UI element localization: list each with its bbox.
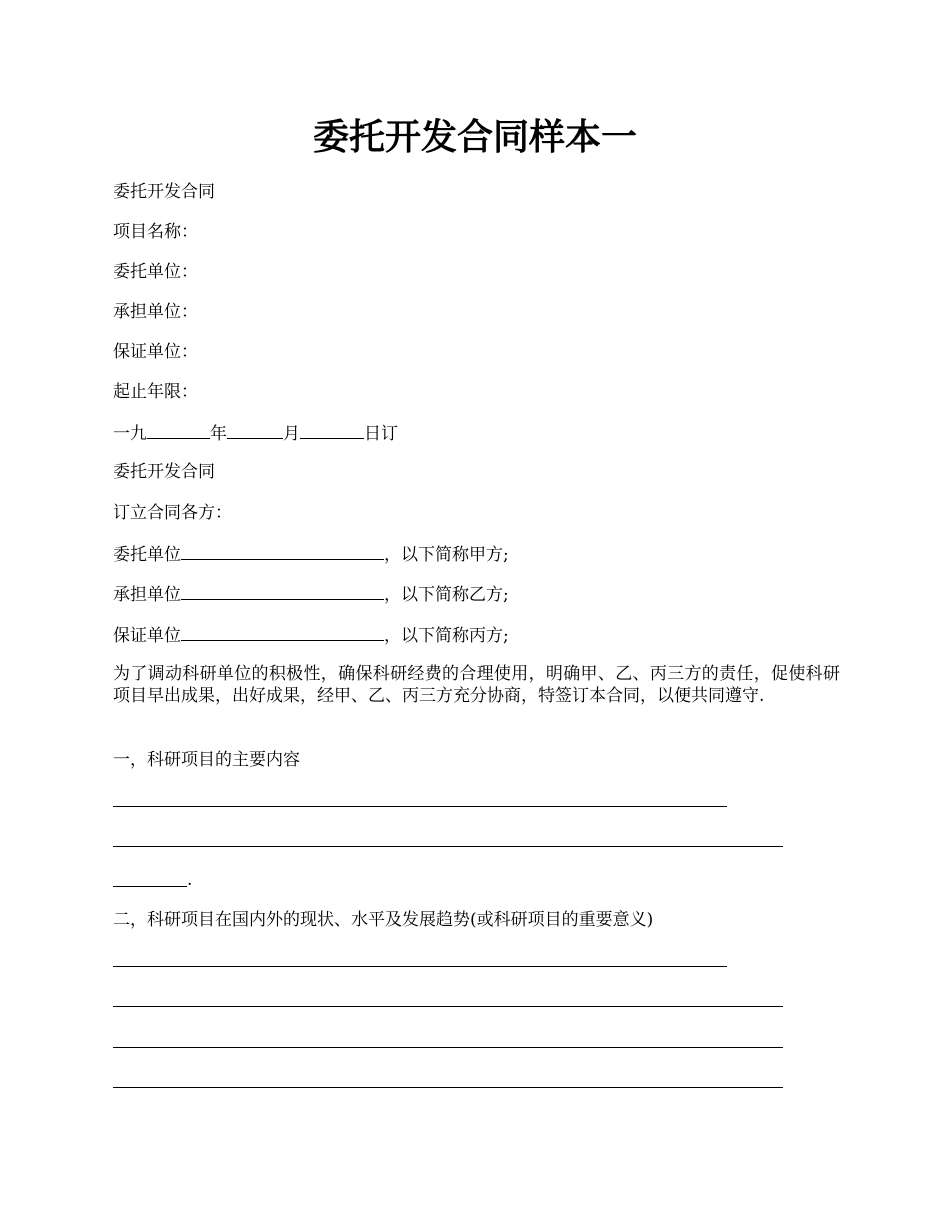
- day-blank: [300, 421, 364, 439]
- section-1-tail: .: [187, 870, 193, 890]
- party-c-blank: [181, 623, 384, 641]
- contractor-unit-label: 承担单位：: [113, 302, 198, 322]
- party-b-blank: [181, 582, 384, 600]
- party-c-label: 保证单位: [113, 626, 181, 646]
- document-title: 委托开发合同样本一: [312, 116, 637, 158]
- date-year: 年: [210, 424, 227, 444]
- year-blank: [147, 421, 210, 439]
- date-month: 月: [283, 424, 300, 444]
- section-2-fill-line: [113, 966, 727, 967]
- party-c-suffix: ，以下简称丙方;: [384, 626, 509, 646]
- section-1-fill-line: [113, 846, 783, 847]
- party-a-suffix: ，以下简称甲方;: [384, 545, 509, 565]
- section-1-fill-line: [113, 806, 727, 807]
- date-line: [113, 421, 398, 445]
- section-1-heading: 一，科研项目的主要内容: [113, 750, 300, 770]
- section-2-fill-line: [113, 1006, 783, 1007]
- guarantor-unit-label: 保证单位：: [113, 342, 198, 362]
- party-a-label: 委托单位: [113, 545, 181, 565]
- contract-heading: 委托开发合同: [113, 462, 215, 482]
- parties-heading: 订立合同各方：: [113, 503, 232, 523]
- date-day-suffix: 日订: [364, 424, 398, 444]
- client-unit-label: 委托单位：: [113, 262, 198, 282]
- section-2-fill-line: [113, 1047, 783, 1048]
- period-label: 起止年限：: [113, 382, 198, 402]
- party-a-blank: [181, 542, 384, 560]
- party-b-suffix: ，以下简称乙方;: [384, 585, 509, 605]
- month-blank: [227, 421, 283, 439]
- header-label: 委托开发合同: [113, 182, 215, 202]
- project-name-label: 项目名称：: [113, 222, 198, 242]
- party-b-label: 承担单位: [113, 585, 181, 605]
- party-c-line: [113, 623, 509, 647]
- preamble-paragraph: 为了调动科研单位的积极性，确保科研经费的合理使用，明确甲、乙、丙三方的责任，促使科研项目早出成果，出好成果，经甲、乙、丙三方充分协商，特签订本合同，以便共同遵守.: [113, 664, 840, 706]
- party-b-line: [113, 582, 509, 606]
- section-1-fill-line: [113, 886, 187, 887]
- section-2-fill-line: [113, 1087, 783, 1088]
- party-a-line: [113, 542, 509, 566]
- date-prefix: 一九: [113, 424, 147, 444]
- section-2-heading: 二，科研项目在国内外的现状、水平及发展趋势(或科研项目的重要意义): [113, 910, 654, 930]
